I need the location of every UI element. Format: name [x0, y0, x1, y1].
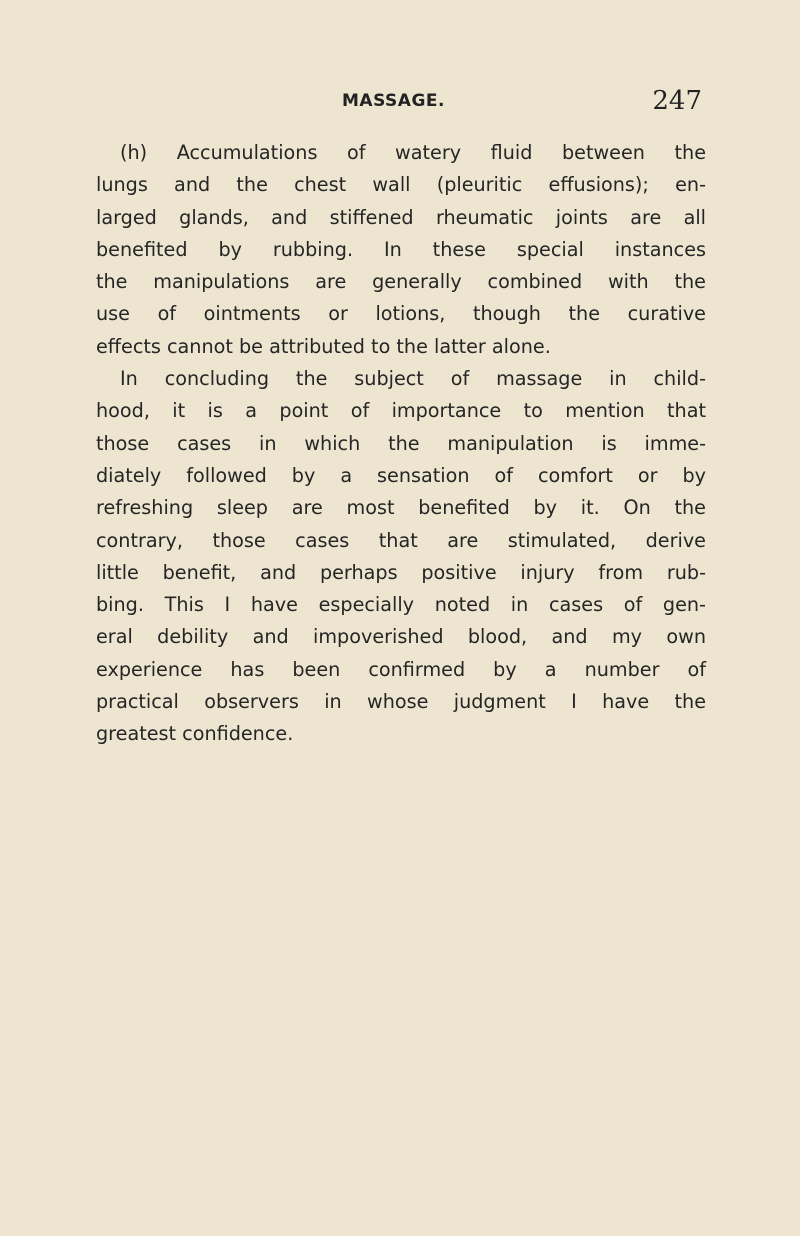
body-text [96, 137, 706, 751]
text-line: refreshing sleep are most benefited by it. On the [96, 496, 706, 520]
running-title: MASSAGE. [342, 91, 445, 111]
text-line: benefited by rubbing. In these special instances [96, 237, 706, 261]
text-line: bing. This I have especially noted in cases of gen- [96, 593, 706, 617]
running-head [96, 88, 704, 122]
text-line: use of ointments or lotions, though the curative [96, 302, 706, 326]
text-line: practical observers in whose judgment I have the [96, 690, 706, 714]
text-line: those cases in which the manipulation is imme- [96, 431, 706, 455]
text-line: eral debility and impoverished blood, and my own [96, 625, 706, 649]
text-line: In concluding the subject of massage in child- [120, 367, 706, 391]
text-line: hood, it is a point of importance to mention that [96, 399, 706, 423]
text-line: lungs and the chest wall (pleuritic effusions); en- [96, 173, 706, 197]
text-line: experience has been confirmed by a number of [96, 657, 706, 681]
text-line: greatest confidence. [96, 722, 294, 746]
text-line: (h) Accumulations of watery fluid between the [120, 141, 706, 164]
paragraph-concluding [96, 363, 706, 751]
text-line: little benefit, and perhaps positive injury from rub- [96, 560, 706, 584]
text-line: effects cannot be attributed to the latter alone. [96, 334, 551, 358]
text-line: the manipulations are generally combined with the [96, 270, 706, 294]
text-line: larged glands, and stiffened rheumatic joints are all [96, 205, 706, 229]
text-line: diately followed by a sensation of comfort or by [96, 463, 706, 487]
paragraph-h [96, 137, 706, 363]
page-number: 247 [652, 86, 702, 116]
text-line: contrary, those cases that are stimulated, derive [96, 528, 706, 552]
